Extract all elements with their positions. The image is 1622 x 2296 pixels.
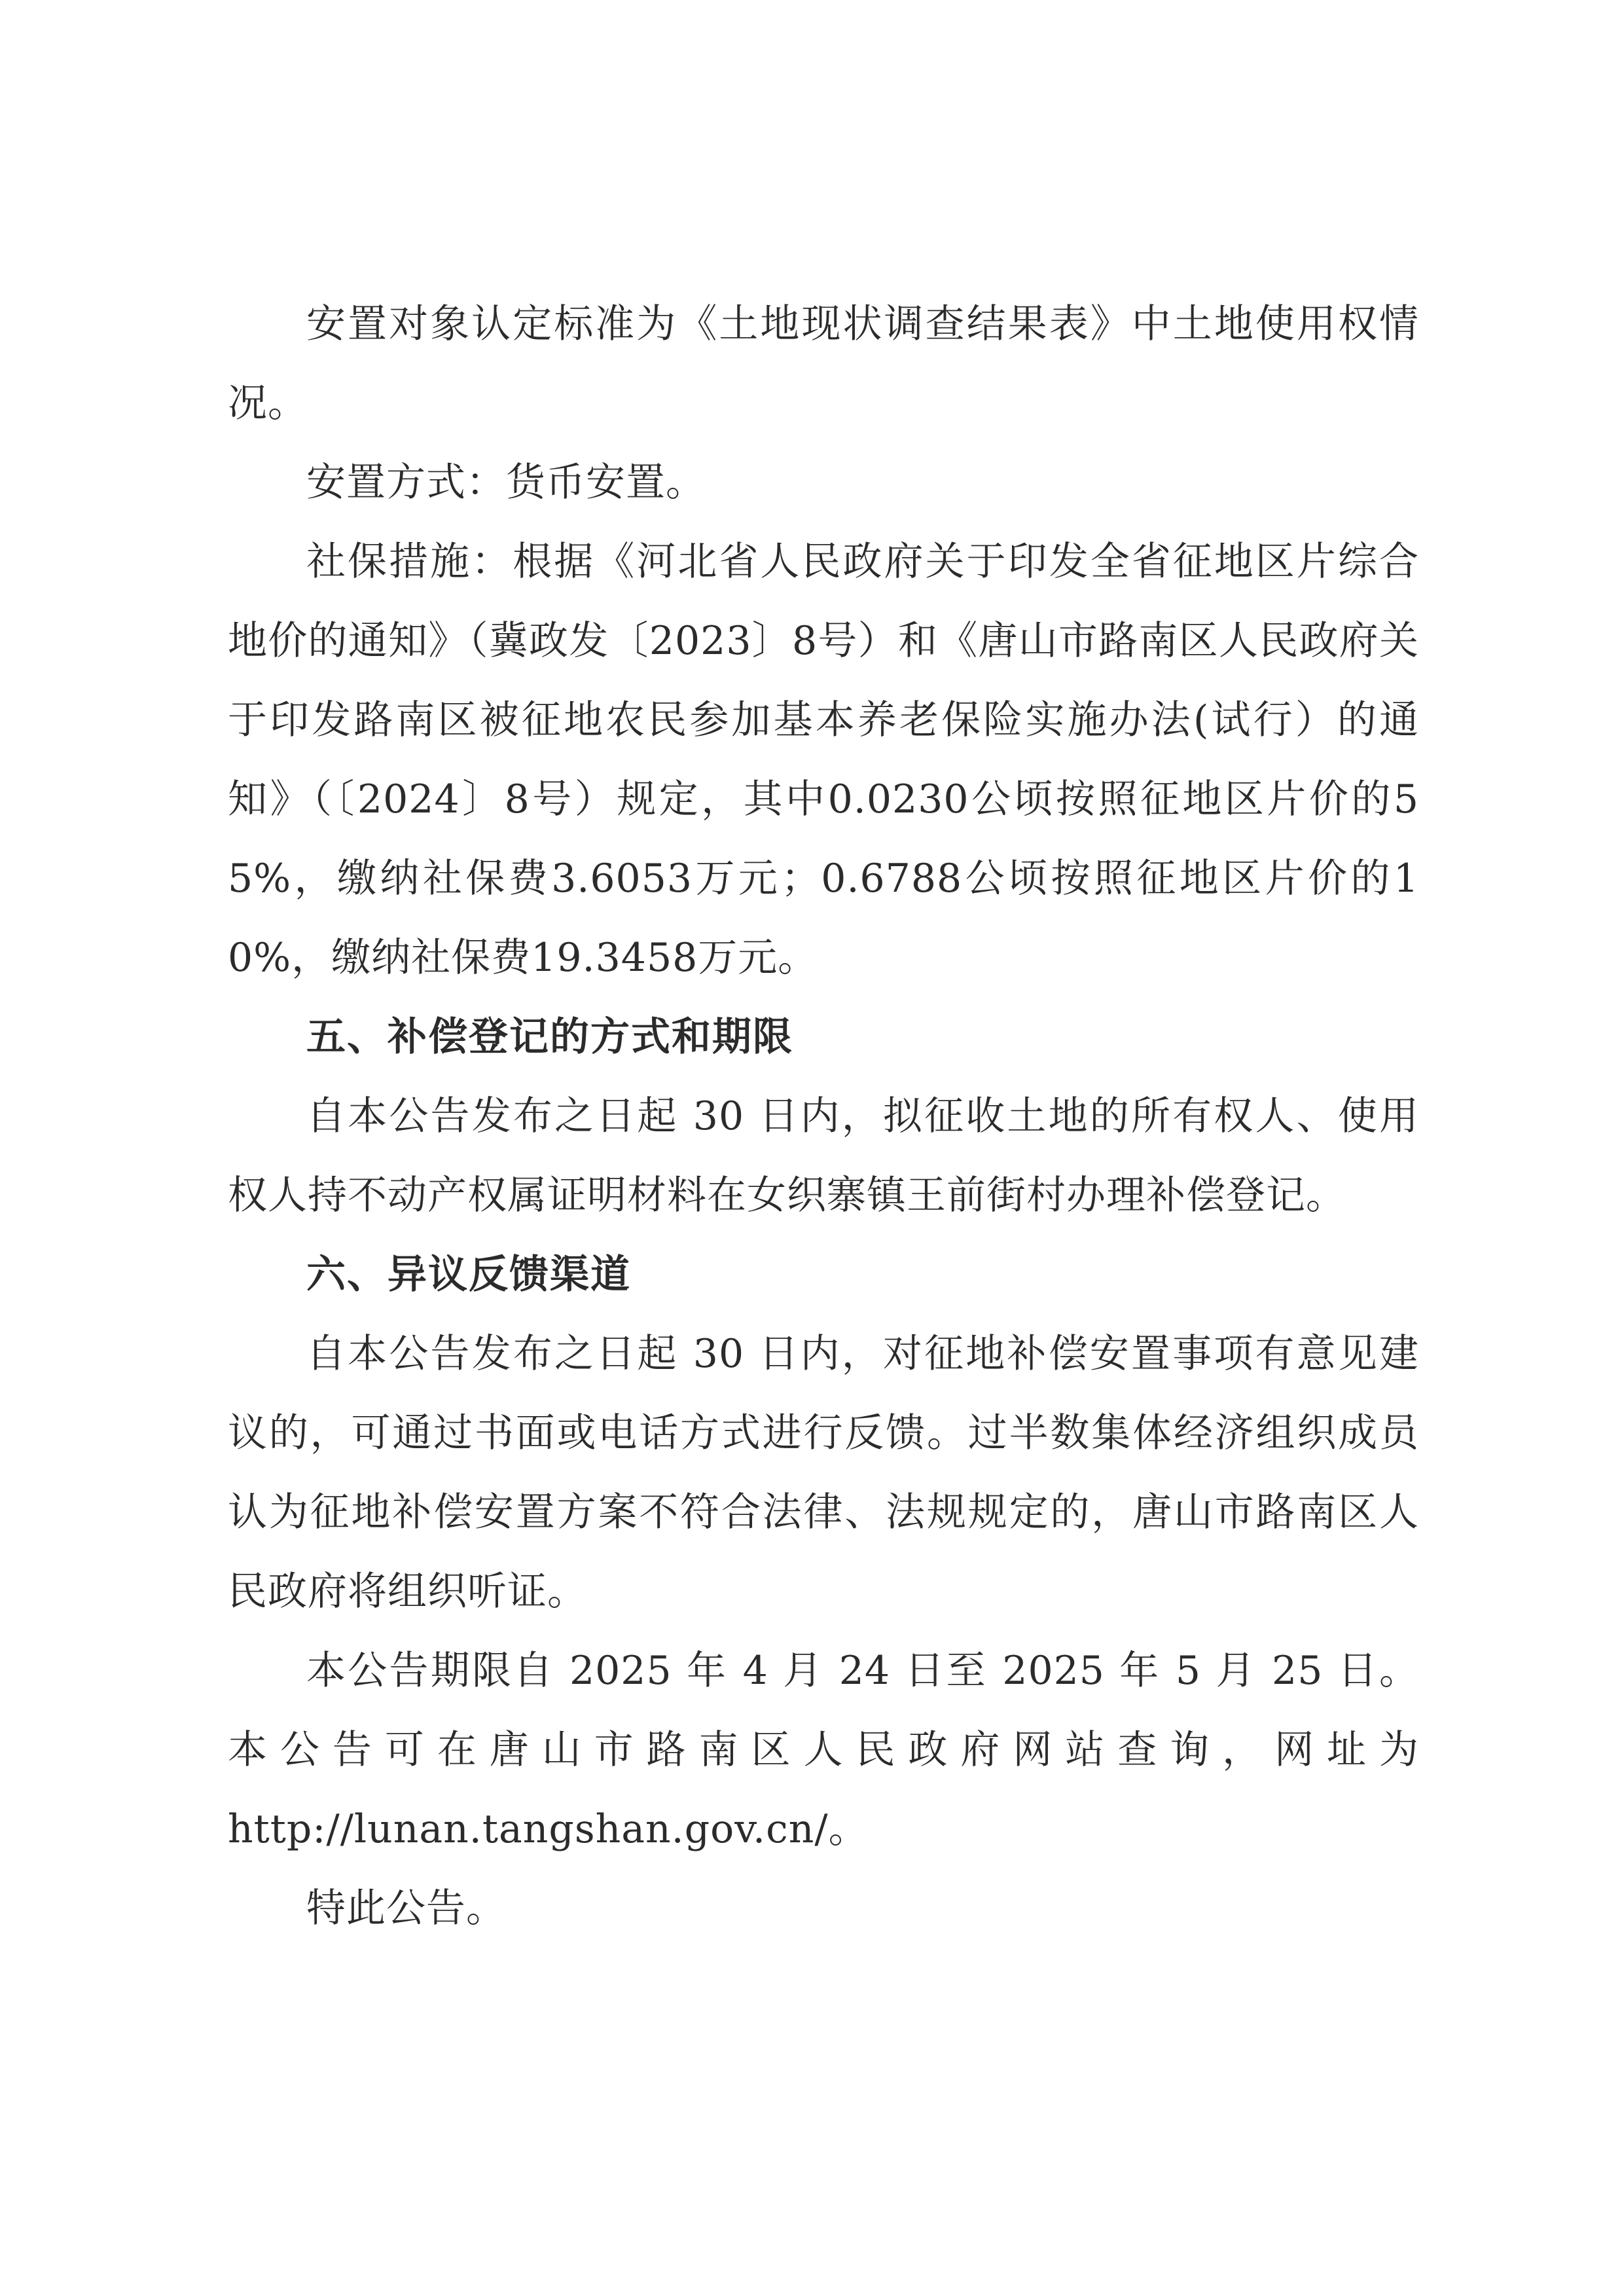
website-url: http://lunan.tangshan.gov.cn/。 xyxy=(228,1806,869,1852)
section-heading-registration: 五、补偿登记的方式和期限 xyxy=(306,1014,793,1060)
section-heading-objection: 六、异议反馈渠道 xyxy=(306,1252,631,1298)
paragraph-resettlement-method: 安置方式：货币安置。 xyxy=(306,460,706,505)
closing-statement: 特此公告。 xyxy=(306,1886,506,1931)
paragraph-objection: 自本公告发布之日起 30 日内，对征地补偿安置事项有意见建议的，可通过书面或电话方式进行反馈。过半数集体经济组织成员认为征地补偿安置方案不符合法律、法规规定的，唐山市路南区人民政府将组织听证。 xyxy=(228,1331,1419,1614)
paragraph-notice-period: 本公告期限自 2025 年 4 月 24 日至 2025 年 5 月 25 日。本公告可在唐山市路南区人民政府网站查询，网址为 xyxy=(228,1648,1419,1773)
document-body xyxy=(228,285,1419,1948)
paragraph-social-security: 社保措施：根据《河北省人民政府关于印发全省征地区片综合地价的通知》（冀政发〔2023〕8号）和《唐山市路南区人民政府关于印发路南区被征地农民参加基本养老保险实施办法(试行）的通知》（〔2024〕8号）规定，其中0.0230公顷按照征地区片价的55%，缴纳社保费3.6053万元；0.6788公顷按照征地区片价的10%，缴纳社保费19.3458万元。 xyxy=(228,539,1419,981)
paragraph-resettlement-criteria: 安置对象认定标准为《土地现状调查结果表》中土地使用权情况。 xyxy=(228,301,1419,426)
paragraph-registration: 自本公告发布之日起 30 日内，拟征收土地的所有权人、使用权人持不动产权属证明材料在女织寨镇王前街村办理补偿登记。 xyxy=(228,1093,1419,1218)
